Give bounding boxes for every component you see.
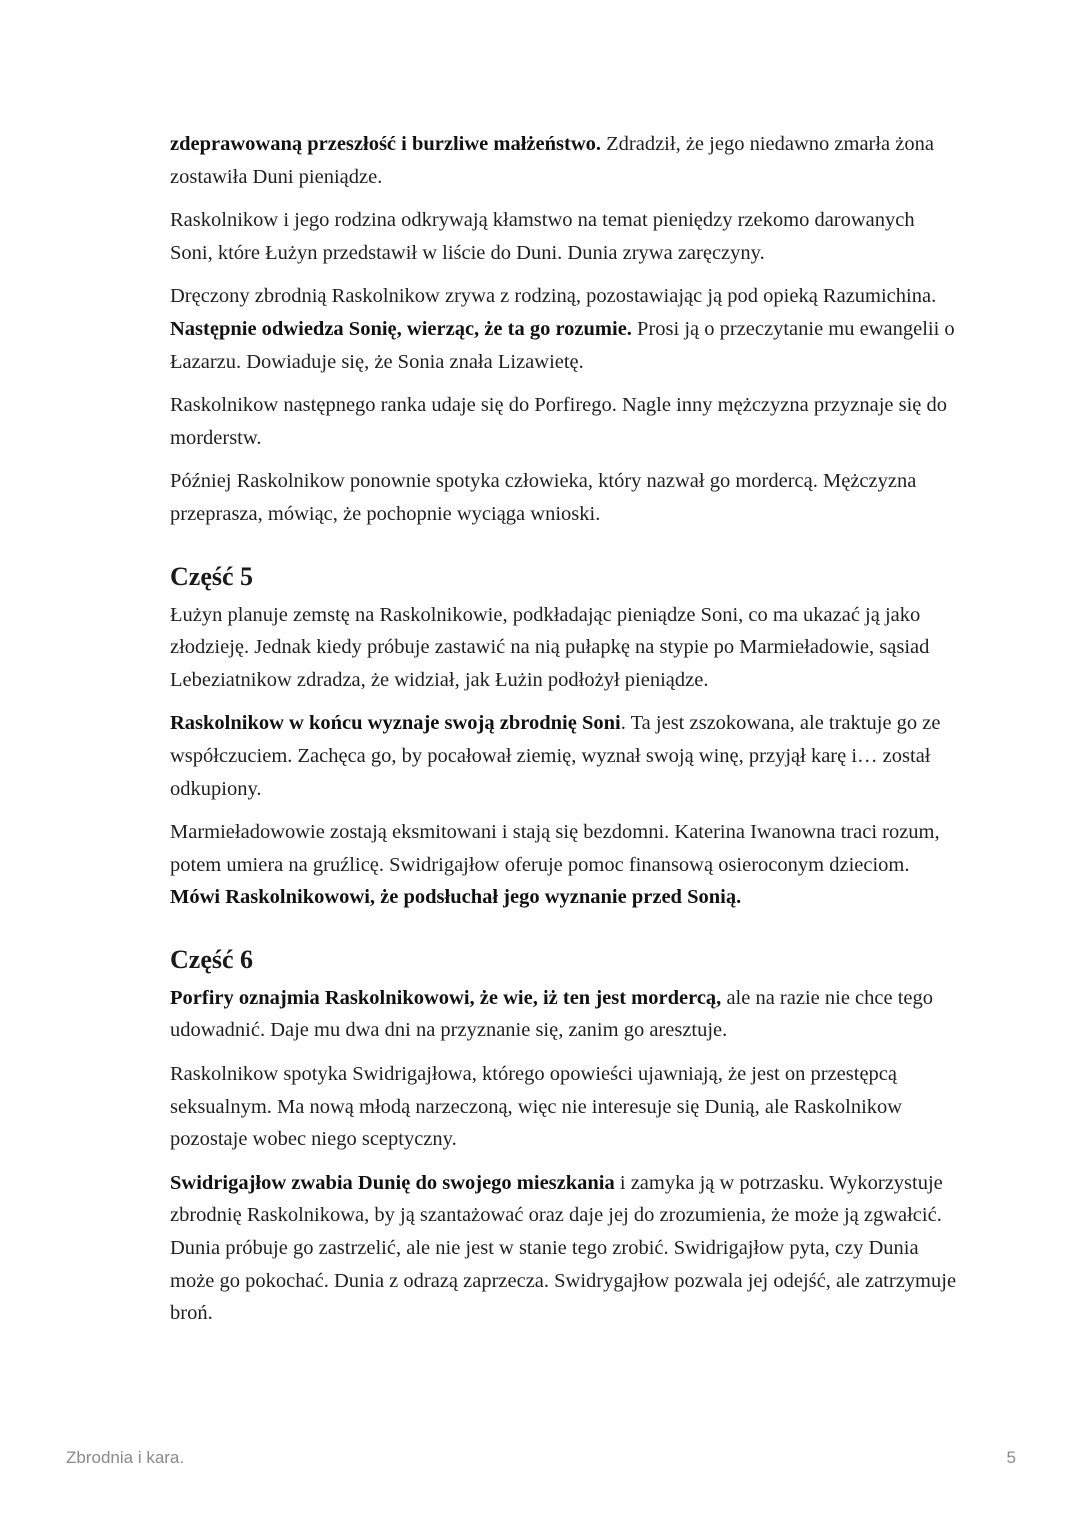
paragraph xyxy=(170,1167,960,1330)
bold-text: Raskolnikow w końcu wyznaje swoją zbrodnię Soni xyxy=(170,712,621,735)
paragraph-text: Później Raskolnikow ponownie spotyka człowieka, który nazwał go mordercą. Mężczyzna przeprasza, mówiąc, że pochopnie wyciąga wnioski. xyxy=(170,470,917,525)
paragraph-text: ale na razie nie chce tego udowadnić. Daje mu dwa dni na przyznanie się, zanim go aresztuje. xyxy=(170,986,934,1042)
paragraph-text: Prosi ją o przeczytanie mu ewangelii o Łazarzu. Dowiaduje się, że Sonia znała Lizawietę. xyxy=(170,317,955,373)
paragraph-text: Marmieładowowie zostają eksmitowani i stają się bezdomni. Katerina Iwanowna traci rozum, potem umiera na gruźlicę. Swidrigajłow oferuje pomoc finansową osieroconym dzieciom. xyxy=(170,821,940,876)
document-body xyxy=(170,128,960,1341)
paragraph-text: . Ta jest zszokowana, ale traktuje go ze współczuciem. Zachęca go, by pocałował ziemię, wyznał swoją winę, przyjął karę i… został odkupiony. xyxy=(170,712,941,800)
paragraph xyxy=(170,707,960,805)
paragraph-text: Raskolnikow następnego ranka udaje się do Porfirego. Nagle inny mężczyzna przyznaje się do morderstw. xyxy=(170,394,948,449)
paragraph xyxy=(170,982,960,1047)
paragraph-text: Zdradził, że jego niedawno zmarła żona zostawiła Duni pieniądze. xyxy=(170,133,934,188)
bold-text: Porfiry oznajmia Raskolnikowowi, że wie, iż ten jest mordercą, xyxy=(170,986,722,1009)
paragraph xyxy=(170,204,960,269)
paragraph xyxy=(170,389,960,454)
footer-page-number: 5 xyxy=(1006,1448,1016,1467)
paragraph-text: Raskolnikow i jego rodzina odkrywają kłamstwo na temat pieniędzy rzekomo darowanych Soni, które Łużyn przedstawił w liście do Duni. Dunia zrywa zaręczyny. xyxy=(170,209,915,264)
paragraph xyxy=(170,280,960,378)
section-heading-part-5: Część 5 xyxy=(170,561,254,591)
bold-text: Swidrigajłow zwabia Dunię do swojego mieszkania xyxy=(170,1171,615,1194)
footer-document-title: Zbrodnia i kara. xyxy=(66,1448,185,1467)
paragraph xyxy=(170,599,960,697)
bold-text: Następnie odwiedza Sonię, wierząc, że ta go rozumie. xyxy=(170,317,632,340)
paragraph xyxy=(170,1058,960,1156)
paragraph-text: i zamyka ją w potrzasku. Wykorzystuje zbrodnię Raskolnikowa, by ją szantażować oraz daje jej do zrozumienia, że może ją zgwałcić. Dunia próbuje go zastrzelić, ale nie jest w stanie tego zrobić. Swidrigajłow pyta, czy Dunia może go pokochać. Dunia z odrazą zaprzecza. Swidrygajłow pozwala jej odejść, ale zatrzymuje broń. xyxy=(170,1171,957,1325)
paragraph-text: Dręczony zbrodnią Raskolnikow zrywa z rodziną, pozostawiając ją pod opieką Razumichina. xyxy=(170,285,937,308)
paragraph-text: Łużyn planuje zemstę na Raskolnikowie, podkładając pieniądze Soni, co ma ukazać ją jako złodzieję. Jednak kiedy próbuje zastawić na nią pułapkę na stypie po Marmieładowie, sąsiad Lebeziatnikow zdradza, że widział, jak Łużin podłożył pieniądze. xyxy=(170,603,930,691)
bold-text: Mówi Raskolnikowowi, że podsłuchał jego wyznanie przed Sonią. xyxy=(170,886,742,909)
bold-text: zdeprawowaną przeszłość i burzliwe małżeństwo. xyxy=(170,133,602,155)
paragraph xyxy=(170,128,960,193)
section-heading-part-6: Część 6 xyxy=(170,944,254,974)
paragraph xyxy=(170,816,960,914)
paragraph xyxy=(170,465,960,530)
paragraph-text: Raskolnikow spotyka Swidrigajłowa, którego opowieści ujawniają, że jest on przestępcą seksualnym. Ma nową młodą narzeczoną, więc nie interesuje się Dunią, ale Raskolnikow pozostaje wobec niego sceptyczny. xyxy=(170,1063,903,1151)
